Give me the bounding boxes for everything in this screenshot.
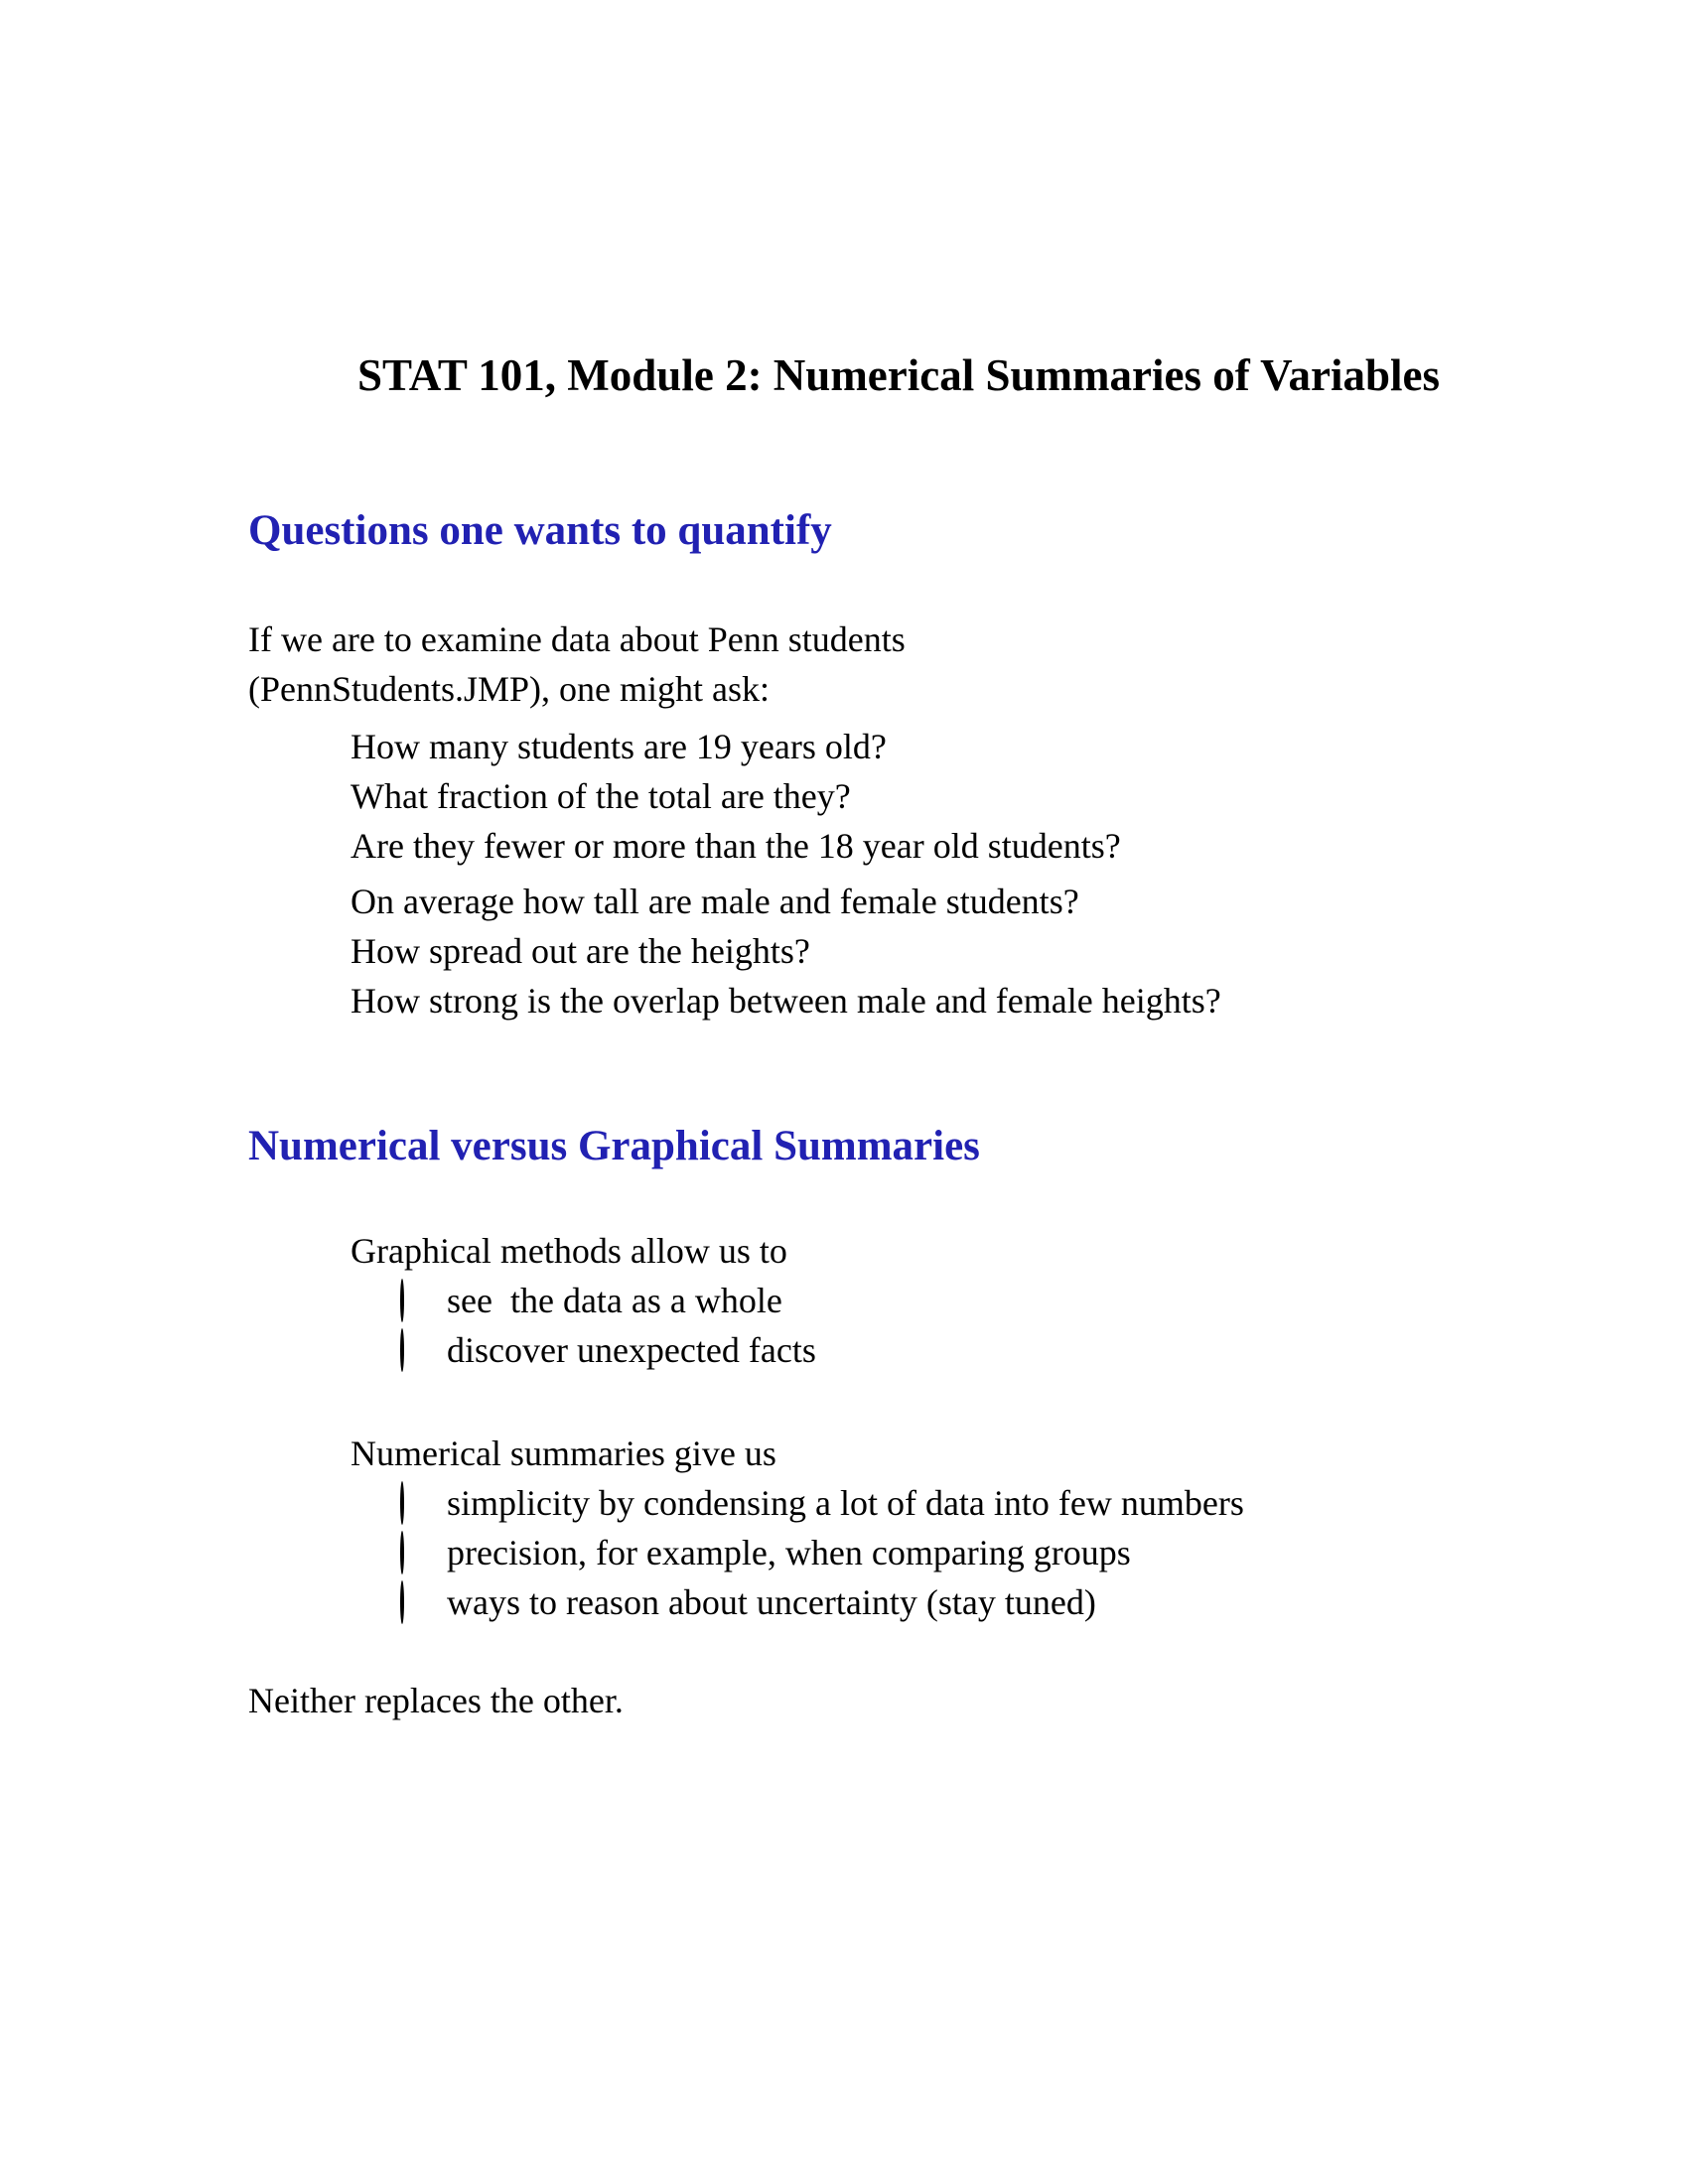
bullet-text: How strong is the overlap between male and female heights? [351,981,1221,1021]
circle-bullet-icon [400,1279,404,1322]
intro-paragraph [248,614,1499,714]
bullet-text: Graphical methods allow us to [351,1231,787,1271]
bullet-marker [400,1276,447,1325]
sub-bullet-item [248,1528,1499,1577]
sub-bullet-item [248,1276,1499,1325]
sub-bullet-text: simplicity by condensing a lot of data into few numbers [447,1483,1244,1523]
circle-bullet-icon [400,1328,404,1372]
paragraph-line: (PennStudents.JMP), one might ask: [248,669,771,709]
page-content [0,349,1688,1725]
bullet-text: How many students are 19 years old? [351,727,887,766]
bullet-continuation [248,821,1499,871]
bullet-list-graphical [248,1226,1499,1375]
bullet-item [248,877,1499,926]
bullet-text: How spread out are the heights? [351,931,810,971]
bullet-marker [400,1478,447,1528]
paragraph-line: If we are to examine data about Penn students [248,619,906,659]
sub-bullet-item [248,1577,1499,1627]
bullet-text: Numerical summaries give us [351,1433,776,1473]
bullet-continuation [248,771,1499,821]
bullet-text: Are they fewer or more than the 18 year old students? [351,826,1121,866]
bullet-marker [400,1325,447,1375]
bullet-marker [400,1528,447,1577]
section-heading-numerical-vs-graphical: Numerical versus Graphical Summaries [248,1123,980,1169]
circle-bullet-icon [400,1481,404,1525]
document-title: STAT 101, Module 2: Numerical Summaries of Variables [357,350,1440,400]
sub-bullet-text: see the data as a whole [447,1281,782,1320]
circle-bullet-icon [400,1580,404,1624]
bullet-list-questions [248,722,1499,1025]
bullet-list-numerical [248,1429,1499,1627]
circle-bullet-icon [400,1531,404,1574]
bullet-text: On average how tall are male and female students? [351,882,1079,921]
sub-bullet-item [248,1478,1499,1528]
closing-text: Neither replaces the other. [248,1681,624,1720]
bullet-marker [400,1577,447,1627]
sub-bullet-text: ways to reason about uncertainty (stay tuned) [447,1582,1096,1622]
sub-bullet-text: precision, for example, when comparing groups [447,1533,1131,1572]
sub-bullet-text: discover unexpected facts [447,1330,816,1370]
section-heading-questions: Questions one wants to quantify [248,507,832,554]
bullet-item [248,1226,1499,1276]
bullet-continuation [248,926,1499,976]
bullet-item [248,722,1499,771]
bullet-continuation [248,976,1499,1025]
sub-bullet-item [248,1325,1499,1375]
bullet-item [248,1429,1499,1478]
bullet-text: What fraction of the total are they? [351,776,851,816]
closing-paragraph [248,1676,1499,1725]
